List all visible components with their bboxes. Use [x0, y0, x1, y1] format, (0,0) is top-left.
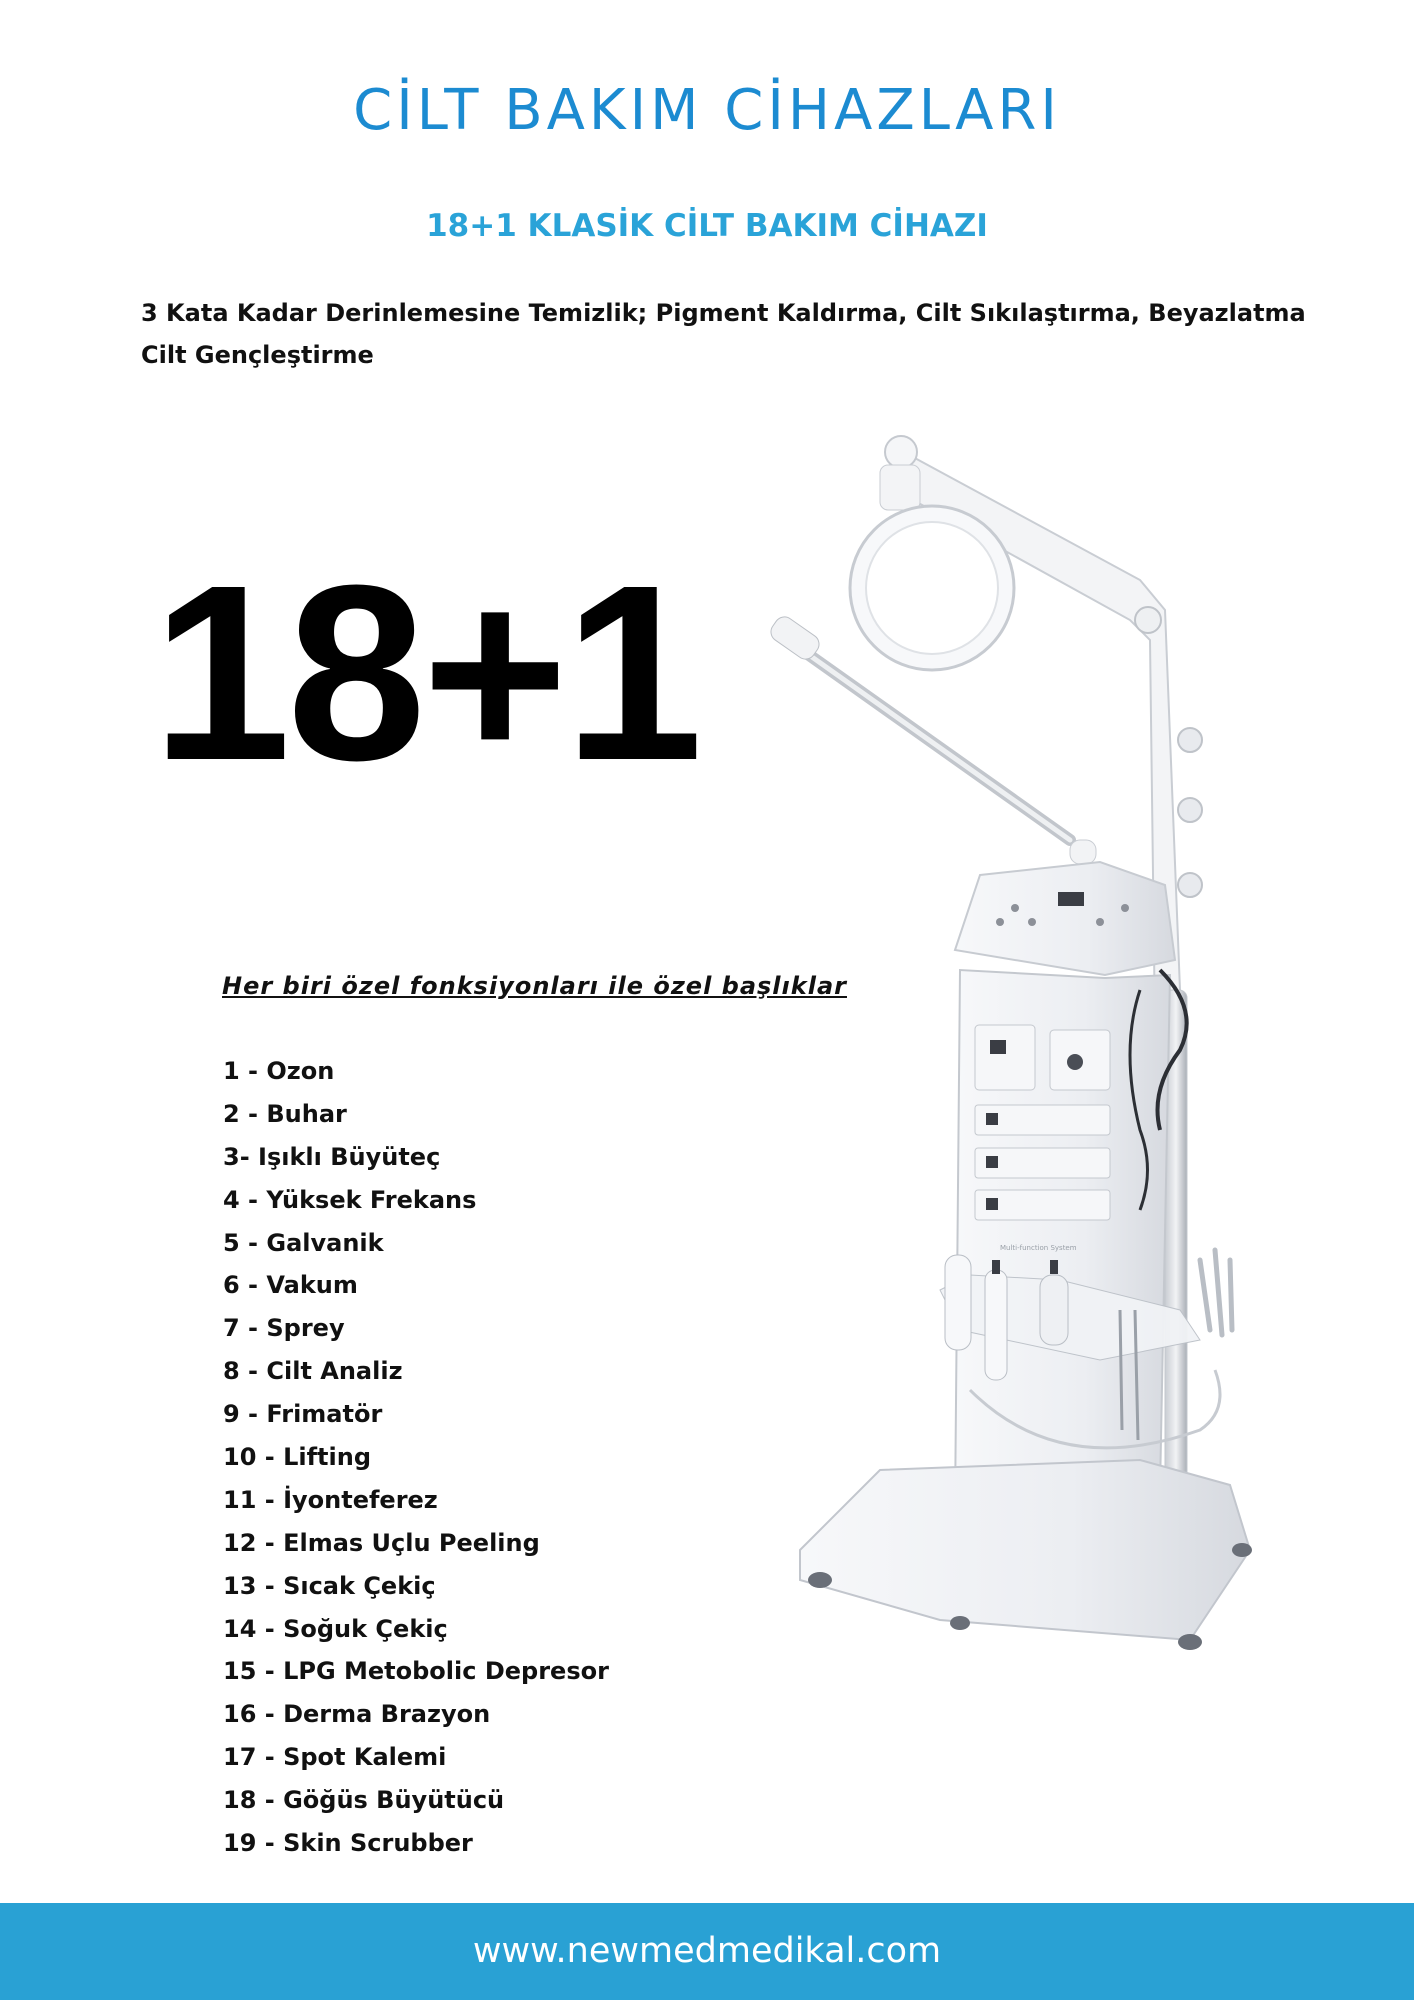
- footer-website-link[interactable]: www.newmedmedikal.com: [472, 1931, 942, 1971]
- intro-line-2: Cilt Gençleştirme: [141, 341, 374, 369]
- list-item: 17 - Spot Kalemi: [223, 1743, 447, 1772]
- device-label: Multi-function System: [1000, 1244, 1077, 1252]
- list-heading: Her biri özel fonksiyonları ile özel başlıklar: [222, 972, 847, 1000]
- magnifier-lamp: [850, 506, 1014, 670]
- device-image: [760, 430, 1300, 1660]
- list-item: 13 - Sıcak Çekiç: [223, 1571, 436, 1600]
- footer-bar: [0, 1903, 1414, 2000]
- base: [800, 1460, 1252, 1650]
- list-item: 3- Işıklı Büyüteç: [223, 1142, 441, 1171]
- list-item: 19 - Skin Scrubber: [223, 1829, 473, 1858]
- product-subtitle: 18+1 KLASİK CİLT BAKIM CİHAZI: [426, 208, 988, 244]
- list-item: 7 - Sprey: [223, 1314, 345, 1343]
- list-item: 1 - Ozon: [223, 1057, 335, 1085]
- list-item: 12 - Elmas Uçlu Peeling: [223, 1528, 540, 1557]
- control-head: [955, 840, 1175, 975]
- list-item: 5 - Galvanik: [223, 1228, 384, 1257]
- intro-text: [141, 292, 1321, 376]
- feature-list: [223, 1050, 609, 1865]
- list-item: 15 - LPG Metobolic Depresor: [223, 1657, 609, 1686]
- intro-line-1: 3 Kata Kadar Derinlemesine Temizlik; Pigment Kaldırma, Cilt Sıkılaştırma, Beyazlatma: [141, 299, 1306, 327]
- list-item: 11 - İyonteferez: [223, 1485, 438, 1514]
- list-item: 10 - Lifting: [223, 1443, 371, 1472]
- list-item: 4 - Yüksek Frekans: [223, 1185, 477, 1214]
- list-item: 2 - Buhar: [223, 1099, 347, 1128]
- list-item: 6 - Vakum: [223, 1271, 358, 1300]
- list-item: 18 - Göğüs Büyütücü: [223, 1786, 505, 1815]
- big-number: 18+1: [152, 533, 700, 812]
- list-item: 9 - Frimatör: [223, 1400, 383, 1429]
- page-title: CİLT BAKIM CİHAZLARI: [353, 78, 1061, 143]
- list-item: 14 - Soğuk Çekiç: [223, 1614, 448, 1643]
- list-item: 8 - Cilt Analiz: [223, 1357, 403, 1386]
- list-item: 16 - Derma Brazyon: [223, 1700, 491, 1729]
